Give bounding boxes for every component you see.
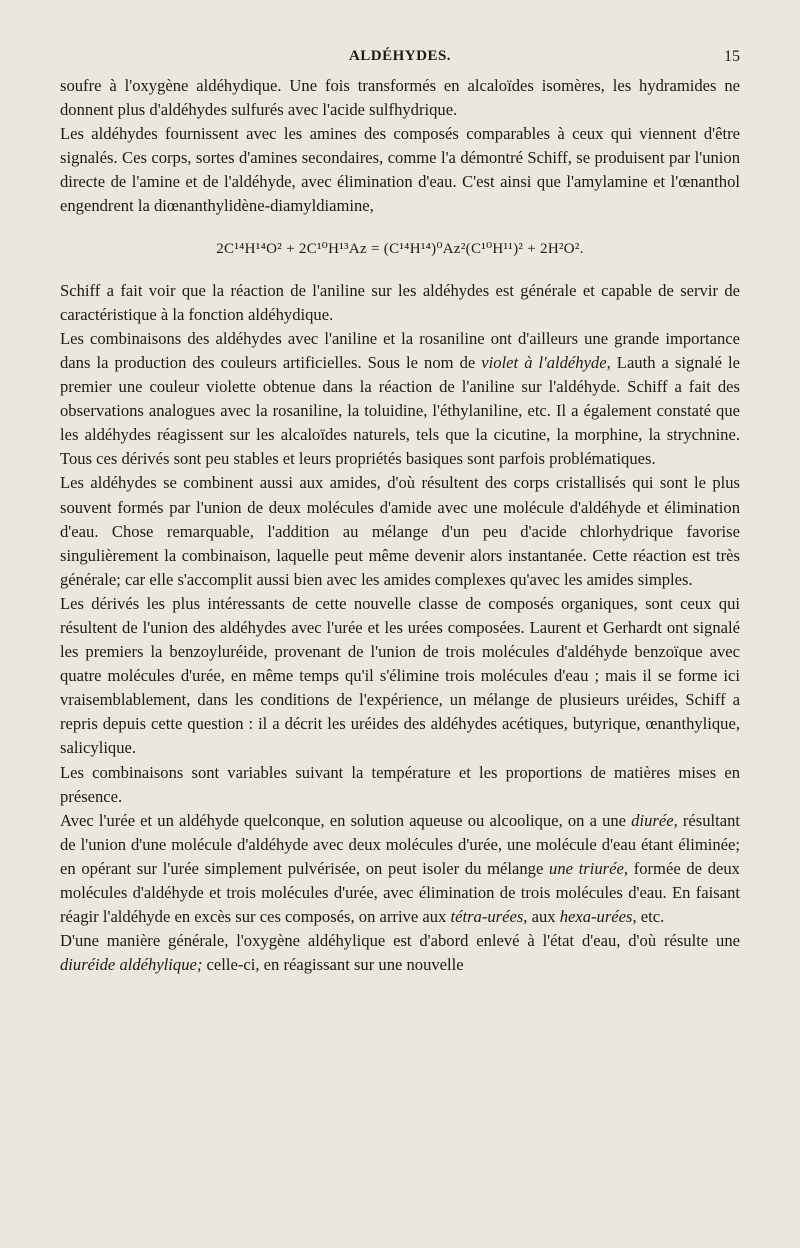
text-span: , résultant de l'union d'une molécule d'aldéhyde avec deux molécules d'urée, une molécule d'eau étant éliminée; en opérant sur l'urée simplement pulvérisée, on peut isoler du mélange [60, 810, 740, 878]
page-header [60, 48, 740, 70]
paragraph-7: Les combinaisons sont variables suivant la température et les proportions de matières mises en présence. [60, 762, 740, 806]
text-span: Les combinaisons des aldéhydes avec l'aniline et la rosaniline ont d'ailleurs une grande importance dans la production des couleurs artificielles. Sous le nom de [60, 328, 740, 372]
italic-term: diurée [631, 810, 674, 830]
paragraph-1: soufre à l'oxygène aldéhydique. Une fois transformés en alcaloïdes isomères, les hydramides ne donnent plus d'aldéhydes sulfurés avec l'acide sulfhydrique. [60, 76, 740, 120]
text-span: , formée de deux molécules d'aldéhyde et trois molécules d'urée, avec élimination de trois molécules d'eau. En faisant réagir l'aldéhyde en excès sur ces composés, on arrive aux [60, 858, 740, 927]
italic-term: une triurée [549, 858, 624, 878]
text-span: Avec l'urée et un aldéhyde quelconque, en solution aqueuse ou alcoolique, on a une [60, 810, 632, 830]
italic-term: diuréide aldéhylique; [60, 955, 203, 975]
text-span: , etc. [632, 907, 665, 927]
body-text [60, 74, 740, 977]
text-span: , aux [523, 907, 560, 927]
running-title: ALDÉHYDES. [348, 48, 452, 64]
page-number: 15 [724, 48, 740, 65]
text-span: , Lauth a signalé le premier une couleur violette obtenue dans la réaction de l'aniline sur l'aldéhyde. Schiff a fait des observations analogues avec la rosaniline, la toluidine, l'éthylaniline, etc. Il a également constaté que les aldéhydes réagissent sur les alcaloïdes naturels, tels que la cicutine, la morphine, la strychnine. Tous ces dérivés sont peu stables et leurs propriétés basiques sont parfois problématiques. [60, 352, 740, 469]
text-span: celle-ci, en réagissant sur une nouvelle [202, 955, 464, 975]
italic-term: hexa-urées [559, 907, 633, 927]
paragraph-4 [60, 327, 740, 472]
paragraph-6: Les dérivés les plus intéressants de cette nouvelle classe de composés organiques, sont ceux qui résultent de l'union des aldéhydes avec l'urée et les urées composées. Laurent et Gerhardt ont signalé les premiers la benzoyluréide, provenant de l'union de trois molécules d'aldéhyde benzoïque avec quatre molécules d'urée, en même temps qu'il s'élimine trois molécules d'eau ; mais il se forme ici vraisemblablement, dans les conditions de l'expérience, un mélange de plusieurs uréides, Schiff a repris depuis cette question : il a décrit les uréides des aldéhydes acétiques, butyrique, œnanthylique, salicylique. [60, 593, 740, 758]
paragraph-2: Les aldéhydes fournissent avec les amines des composés comparables à ceux qui viennent d'être signalés. Ces corps, sortes d'amines secondaires, comme l'a démontré Schiff, se produisent par l'union directe de l'amine et de l'aldéhyde, avec élimination d'eau. C'est ainsi que l'amylamine et l'œnanthol engendrent la diœnanthylidène-diamyldiamine, [60, 124, 740, 216]
chemical-formula: 2C¹⁴H¹⁴O² + 2C¹⁰H¹³Az = (C¹⁴H¹⁴)⁰Az²(C¹⁰H¹¹)² + 2H²O². [216, 240, 584, 257]
paragraph-8 [60, 809, 740, 929]
italic-term: violet à l'aldéhyde [481, 352, 607, 372]
paragraph-9 [60, 929, 740, 977]
paragraph-5: Les aldéhydes se combinent aussi aux amides, d'où résultent des corps cristallisés qui sont le plus souvent formés par l'union de deux molécules d'amide avec une molécule d'aldéhyde et élimination d'eau. Chose remarquable, l'addition au mélange d'un peu d'acide chlorhydrique favorise singulièrement la combinaison, laquelle peut même devenir alors instantanée. Cette réaction est très générale; car elle s'accomplit aussi bien avec les amides complexes qu'avec les amides simples. [60, 473, 740, 589]
text-span: D'une manière générale, l'oxygène aldéhylique est d'abord enlevé à l'état d'eau, d'où résulte une [60, 931, 740, 951]
italic-term: tétra-urées [450, 907, 524, 927]
paragraph-3: Schiff a fait voir que la réaction de l'aniline sur les aldéhydes est générale et capable de servir de caractéristique à la fonction aldéhydique. [60, 280, 740, 324]
